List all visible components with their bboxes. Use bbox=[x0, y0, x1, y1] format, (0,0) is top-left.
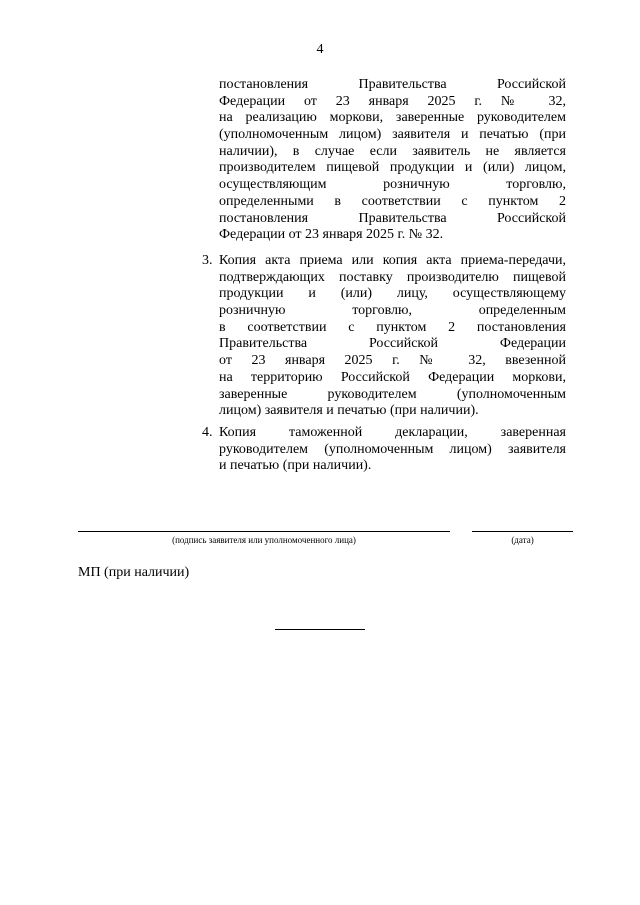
text-line: Федерации от 23 января 2025 г. № 32. bbox=[219, 227, 444, 243]
text-line: осуществляющим розничную торговлю, bbox=[219, 177, 566, 193]
text-line: Правительства Российской Федерации bbox=[219, 336, 566, 352]
continuation-paragraph bbox=[219, 77, 566, 244]
text-line: от 23 января 2025 г. № 32, ввезенной bbox=[219, 353, 566, 369]
text-line: заверенные руководителем (уполномоченным bbox=[219, 386, 566, 402]
item-4-text bbox=[219, 425, 566, 475]
text-line: (уполномоченным лицом) заявителя и печатью (при bbox=[219, 127, 566, 143]
text-line: постановления Правительства Российской bbox=[219, 77, 566, 92]
text-line: лицом) заявителя и печатью (при наличии). bbox=[219, 403, 479, 419]
stamp-label: МП (при наличии) bbox=[78, 565, 190, 580]
text-line: Копия акта приема или копия акта приема-передачи, bbox=[219, 253, 566, 268]
text-line: определенными в соответствии с пунктом 2 bbox=[219, 193, 566, 209]
item-4-number: 4. bbox=[202, 425, 213, 440]
text-line: в соответствии с пунктом 2 постановления bbox=[219, 319, 566, 335]
text-line: розничную торговлю, определенным bbox=[219, 303, 566, 319]
text-line: и печатью (при наличии). bbox=[219, 458, 372, 474]
date-caption: (дата) bbox=[511, 535, 534, 545]
text-line: руководителем (уполномоченным лицом) заявителя bbox=[219, 441, 566, 457]
text-line: Федерации от 23 января 2025 г. № 32, bbox=[219, 93, 566, 109]
text-line: постановления Правительства Российской bbox=[219, 210, 566, 226]
signature-caption: (подпись заявителя или уполномоченного лица) bbox=[172, 535, 356, 545]
text-line: на территорию Российской Федерации моркови, bbox=[219, 369, 566, 385]
date-line bbox=[472, 531, 573, 532]
text-line: Копия таможенной декларации, заверенная bbox=[219, 425, 566, 440]
text-line: подтверждающих поставку производителю пищевой bbox=[219, 269, 566, 285]
page-number: 4 bbox=[316, 42, 324, 57]
item-3-number: 3. bbox=[202, 253, 213, 268]
end-divider bbox=[275, 629, 365, 630]
text-line: продукции и (или) лицу, осуществляющему bbox=[219, 286, 566, 302]
signature-line bbox=[78, 531, 450, 532]
text-line: наличии), в случае если заявитель не является bbox=[219, 143, 566, 159]
text-line: на реализацию моркови, заверенные руководителем bbox=[219, 110, 566, 126]
item-3-text bbox=[219, 253, 566, 420]
text-line: производителем пищевой продукции и (или) лицом, bbox=[219, 160, 566, 176]
